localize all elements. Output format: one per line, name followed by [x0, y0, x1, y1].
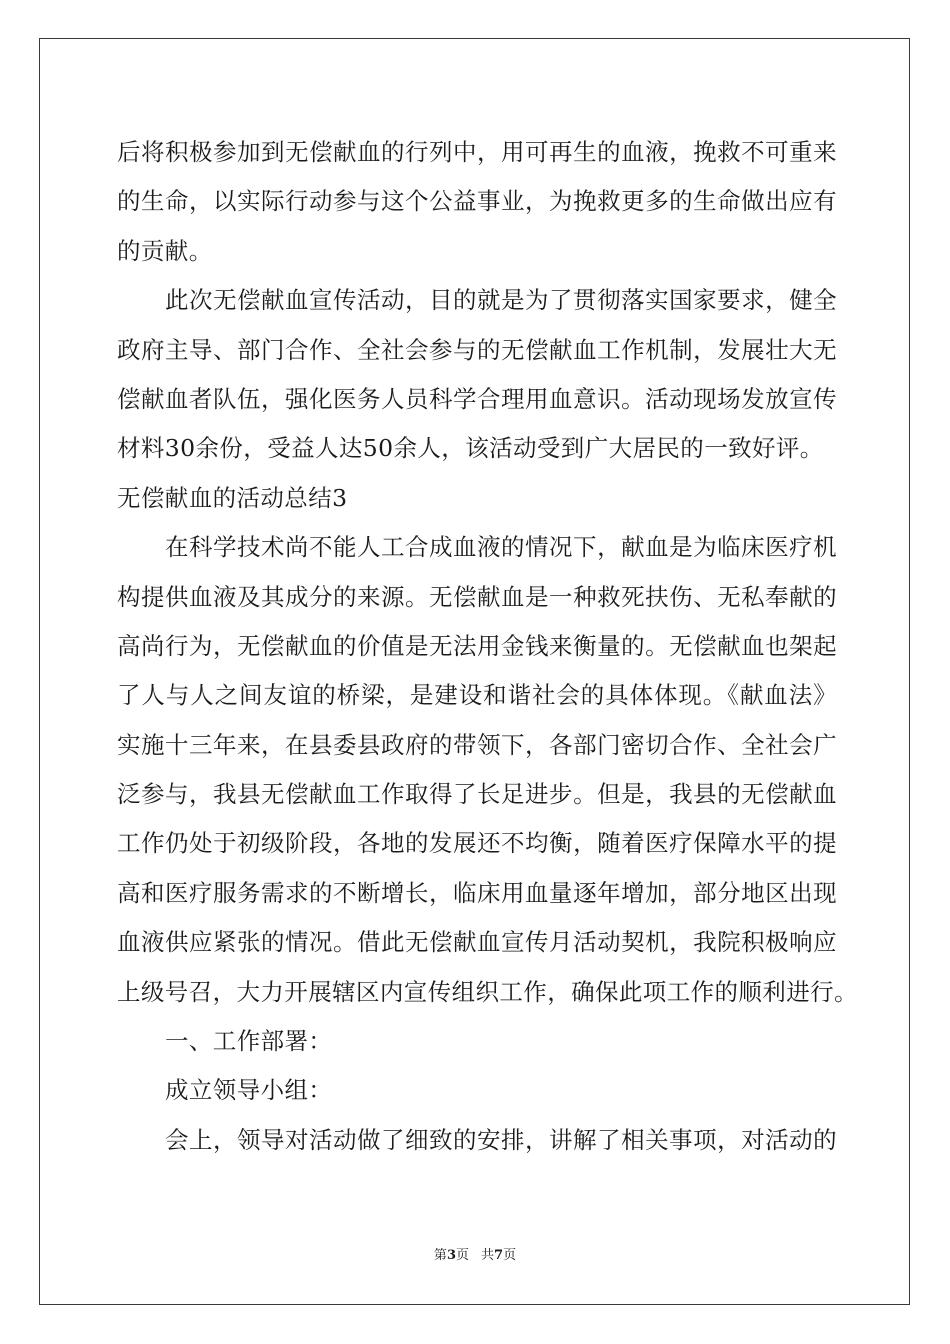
body-line: 构提供血液及其成分的来源。无偿献血是一种救死扶伤、无私奉献的 — [117, 582, 837, 611]
page-total-suffix: 页 — [503, 1248, 517, 1263]
body-line: 的生命，以实际行动参与这个公益事业，为挽救更多的生命做出应有 — [117, 187, 837, 216]
subheading-work-deployment: 一、工作部署： — [165, 1027, 333, 1056]
body-line: 后将积极参加到无偿献血的行列中，用可再生的血液，挽救不可重来 — [117, 138, 837, 166]
body-line: 泛参与，我县无偿献血工作取得了长足进步。但是，我县的无偿献血 — [117, 780, 837, 809]
body-line: 高和医疗服务需求的不断增长，临床用血量逐年增加，部分地区出现 — [117, 878, 837, 907]
body-line: 此次无偿献血宣传活动，目的就是为了贯彻落实国家要求，健全 — [165, 286, 837, 315]
page-total-prefix: 共 — [481, 1248, 495, 1263]
page-number-current: 3 — [446, 1248, 456, 1263]
body-line: 的贡献。 — [117, 236, 213, 265]
body-line: 上级号召，大力开展辖区内宣传组织工作，确保此项工作的顺利进行。 — [117, 977, 858, 1006]
body-line: 材料30余份，受益人达50余人，该活动受到广大居民的一致好评。 — [117, 434, 824, 463]
page-number-prefix: 第 — [433, 1248, 447, 1263]
body-line: 偿献血者队伍，强化医务人员科学合理用血意识。活动现场发放宣传 — [117, 384, 837, 413]
body-line: 政府主导、部门合作、全社会参与的无偿献血工作机制，发展壮大无 — [117, 335, 837, 364]
body-line: 会上，领导对活动做了细致的安排，讲解了相关事项，对活动的 — [165, 1125, 837, 1154]
section-heading: 无偿献血的活动总结3 — [117, 483, 348, 512]
subheading-leading-group: 成立领导小组： — [165, 1076, 333, 1105]
page-total: 7 — [494, 1248, 504, 1263]
body-line: 实施十三年来，在县委县政府的带领下，各部门密切合作、全社会广 — [117, 730, 837, 759]
body-line: 高尚行为，无偿献血的价值是无法用金钱来衡量的。无偿献血也架起 — [117, 631, 837, 660]
body-line: 了人与人之间友谊的桥梁，是建设和谐社会的具体体现。《献血法》 — [117, 681, 837, 710]
body-line: 工作仍处于初级阶段，各地的发展还不均衡，随着医疗保障水平的提 — [117, 829, 837, 858]
document-body — [117, 128, 858, 1165]
body-line: 血液供应紧张的情况。借此无偿献血宣传月活动契机，我院积极响应 — [117, 928, 837, 957]
page-footer — [0, 1247, 950, 1265]
page-number-suffix: 页 — [455, 1248, 469, 1263]
body-line: 在科学技术尚不能人工合成血液的情况下，献血是为临床医疗机 — [165, 533, 837, 562]
